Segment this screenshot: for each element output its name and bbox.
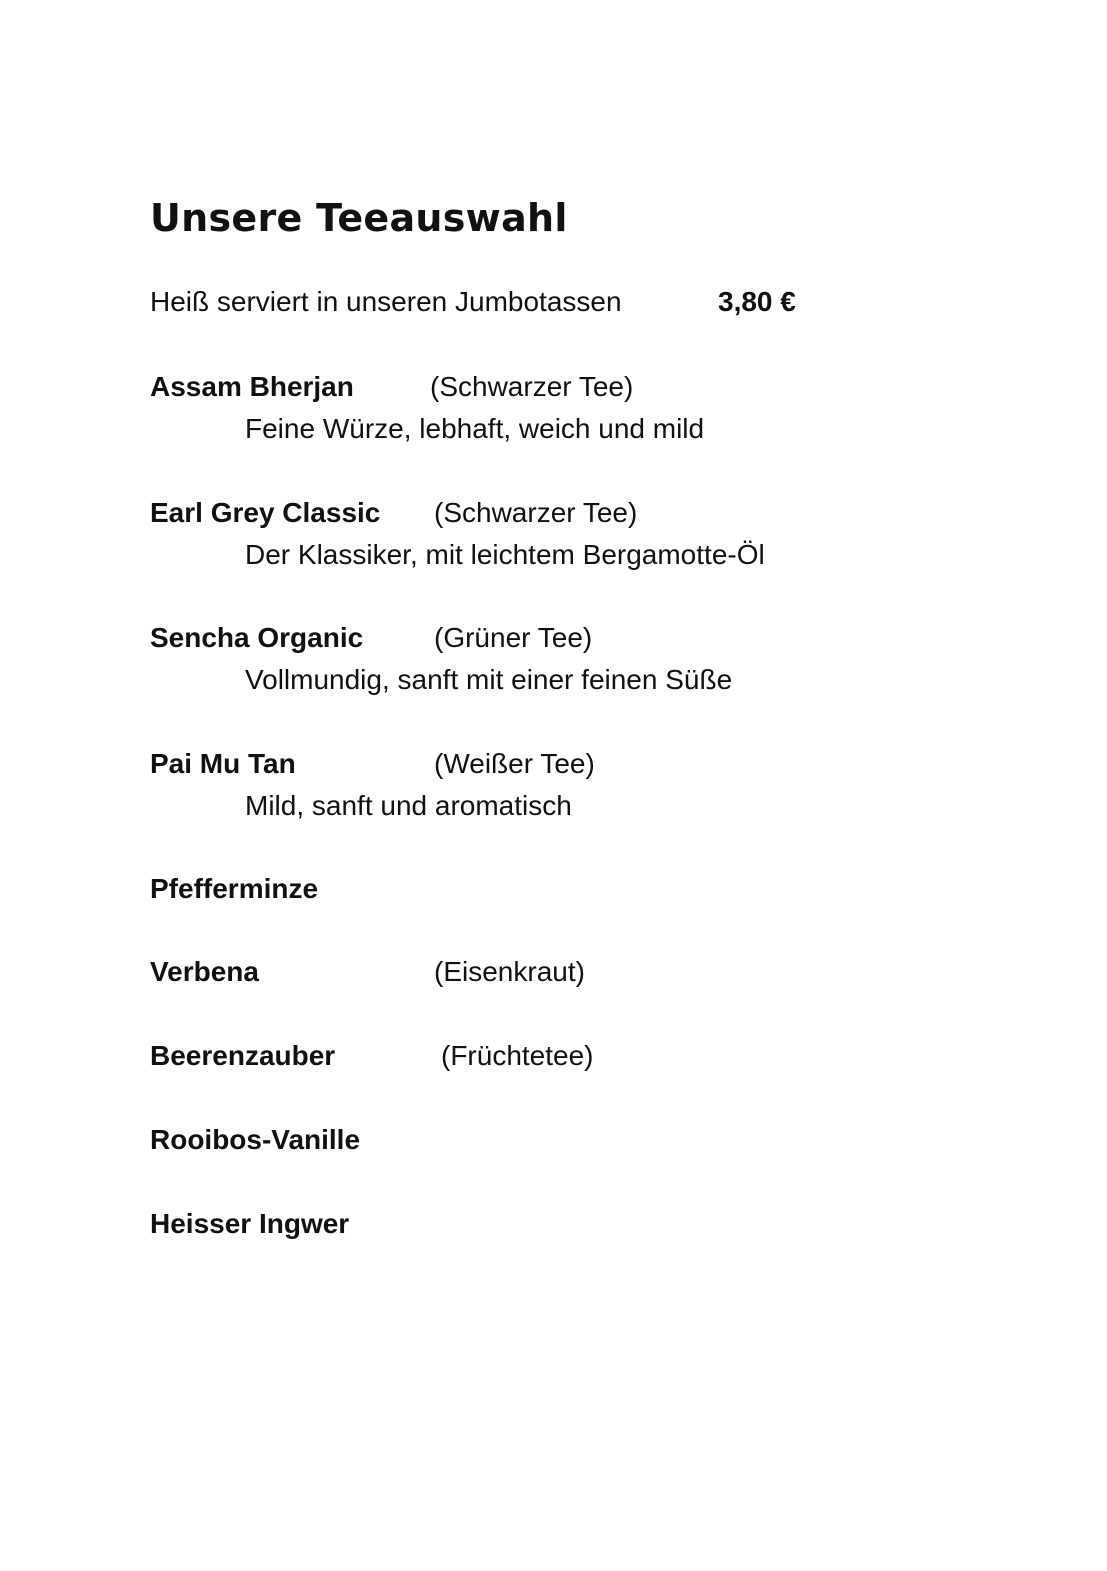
tea-name-verbena: Verbena — [150, 956, 259, 987]
tea-kind-verbena: (Eisenkraut) — [434, 956, 585, 987]
tea-name-heisser-ingwer: Heisser Ingwer — [150, 1208, 350, 1239]
tea-description-earl-grey-classic: Der Klassiker, mit leichtem Bergamotte-Öl — [245, 539, 765, 570]
tea-kind-pai-mu-tan: (Weißer Tee) — [434, 748, 595, 779]
tea-name-assam-bherjan: Assam Bherjan — [150, 371, 354, 402]
tea-name-pai-mu-tan: Pai Mu Tan — [150, 748, 296, 779]
tea-description-pai-mu-tan: Mild, sanft und aromatisch — [245, 790, 572, 821]
price: 3,80 € — [718, 286, 796, 317]
tea-kind-beerenzauber: (Früchtetee) — [441, 1040, 594, 1071]
page-title: Unsere Teeauswahl — [150, 196, 568, 240]
tea-description-sencha-organic: Vollmundig, sanft mit einer feinen Süße — [245, 664, 733, 695]
tea-description-assam-bherjan: Feine Würze, lebhaft, weich und mild — [245, 413, 705, 444]
tea-name-rooibos-vanille: Rooibos-Vanille — [150, 1124, 361, 1155]
tea-name-earl-grey-classic: Earl Grey Classic — [150, 497, 381, 528]
tea-name-pfefferminze: Pfefferminze — [150, 873, 319, 904]
tea-name-sencha-organic: Sencha Organic — [150, 622, 364, 653]
tea-kind-assam-bherjan: (Schwarzer Tee) — [430, 371, 634, 402]
serving-info: Heiß serviert in unseren Jumbotassen — [150, 286, 622, 317]
tea-kind-sencha-organic: (Grüner Tee) — [434, 622, 593, 653]
tea-kind-earl-grey-classic: (Schwarzer Tee) — [434, 497, 638, 528]
tea-name-beerenzauber: Beerenzauber — [150, 1040, 336, 1071]
